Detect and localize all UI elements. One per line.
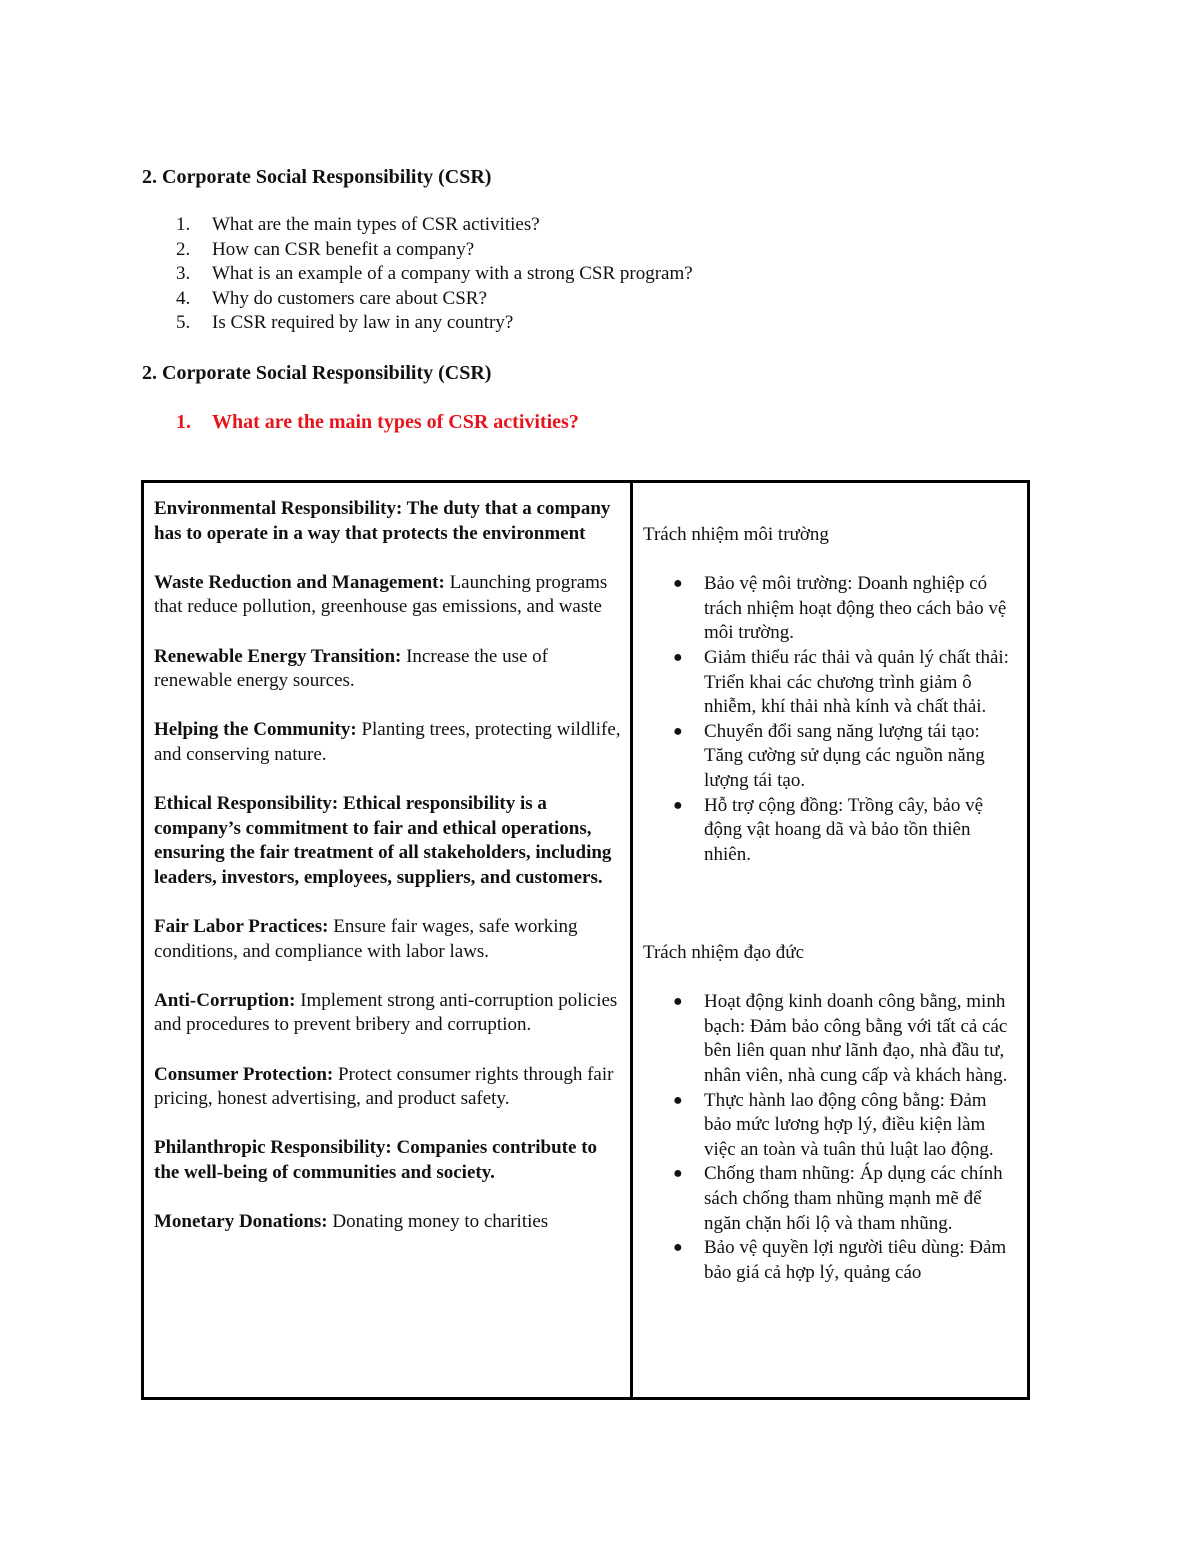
section-heading-1: 2. Corporate Social Responsibility (CSR) xyxy=(142,166,492,188)
bullet-icon: ● xyxy=(673,1091,683,1109)
csr-paragraph-label: Philanthropic Responsibility: Companies contribute to the well-being of communities and society. xyxy=(154,1137,598,1184)
csr-paragraph-label: Ethical Responsibility: Ethical responsibility is a company’s commitment to fair and ethical operations, ensuring the fair treatment of all stakeholders, including leaders, investors, employees, suppliers, and customers. xyxy=(154,793,612,888)
vn-bullet-item xyxy=(643,990,1018,1088)
question-text: Is CSR required by law in any country? xyxy=(212,312,514,334)
question-item xyxy=(142,213,693,238)
vn-bullet-list xyxy=(643,572,1018,867)
vn-bullet-item xyxy=(643,1089,1018,1163)
vn-bullet-text: Thực hành lao động công bằng: Đảm bảo mức lương hợp lý, điều kiện làm việc an toàn và tuân thủ luật lao động. xyxy=(704,1089,994,1160)
question-number: 2. xyxy=(176,238,191,260)
question-number: 5. xyxy=(176,312,191,334)
question-text: What is an example of a company with a strong CSR program? xyxy=(212,263,693,285)
csr-paragraph-label: Fair Labor Practices: xyxy=(154,916,329,938)
csr-paragraph-label: Renewable Energy Transition: xyxy=(154,645,402,667)
vn-bullet-item xyxy=(643,1236,1018,1285)
vn-bullet-item xyxy=(643,646,1018,720)
highlighted-question-text: What are the main types of CSR activities? xyxy=(212,411,579,433)
question-item xyxy=(142,287,693,312)
question-item xyxy=(142,238,693,263)
vietnamese-column xyxy=(630,480,1030,1400)
bullet-icon: ● xyxy=(673,722,683,740)
csr-paragraph-label: Helping the Community: xyxy=(154,719,357,741)
csr-paragraph-label: Anti-Corruption: xyxy=(154,989,296,1011)
csr-paragraph-label: Consumer Protection: xyxy=(154,1063,334,1085)
csr-paragraph-text: Ensure fair wages, safe working conditions, and compliance with labor laws. xyxy=(154,916,578,962)
bullet-icon: ● xyxy=(673,648,683,666)
vn-bullet-text: Chuyển đổi sang năng lượng tái tạo: Tăng cường sử dụng các nguồn năng lượng tái tạo. xyxy=(704,720,985,791)
english-column-content xyxy=(154,497,624,1259)
vn-section-title: Trách nhiệm môi trường xyxy=(643,524,829,545)
question-text: Why do customers care about CSR? xyxy=(212,287,487,309)
vn-bullet-text: Hỗ trợ cộng đồng: Trồng cây, bảo vệ động vật hoang dã và bảo tồn thiên nhiên. xyxy=(704,794,984,865)
csr-paragraph xyxy=(154,792,624,890)
csr-paragraph-text: Protect consumer rights through fair pricing, honest advertising, and product safety. xyxy=(154,1063,614,1110)
vn-section-title: Trách nhiệm đạo đức xyxy=(643,942,805,964)
vn-bullet-text: Bảo vệ môi trường: Doanh nghiệp có trách nhiệm hoạt động theo cách bảo vệ môi trường. xyxy=(704,573,1007,644)
csr-paragraph xyxy=(154,989,624,1038)
csr-paragraph-label: Waste Reduction and Management: xyxy=(154,571,445,593)
question-text: What are the main types of CSR activities? xyxy=(212,214,540,235)
question-text: How can CSR benefit a company? xyxy=(212,238,475,260)
question-number: 3. xyxy=(176,263,191,285)
csr-table xyxy=(141,480,1030,1400)
vn-bullet-text: Hoạt động kinh doanh công bằng, minh bạch: Đảm bảo công bằng với tất cả các bên liên quan như lãnh đạo, nhà đầu tư, nhân viên, nhà cung cấp và khách hàng. xyxy=(704,991,1008,1087)
csr-paragraph xyxy=(154,1136,624,1185)
english-column xyxy=(141,480,633,1400)
csr-paragraph-label: Monetary Donations: xyxy=(154,1211,328,1233)
vn-bullet-item xyxy=(643,794,1018,868)
csr-paragraph xyxy=(154,1063,624,1112)
csr-paragraph xyxy=(154,497,624,546)
section-heading-2: 2. Corporate Social Responsibility (CSR) xyxy=(142,362,492,384)
question-item xyxy=(142,311,693,336)
bullet-icon: ● xyxy=(673,796,683,814)
csr-paragraph-text: Launching programs that reduce pollution, greenhouse gas emissions, and waste xyxy=(154,571,608,618)
vn-bullet-text: Giảm thiểu rác thải và quản lý chất thải: Triển khai các chương trình giảm ô nhiễm, khí thải nhà kính và chất thải. xyxy=(704,646,1009,718)
vn-bullet-list xyxy=(643,990,1018,1285)
csr-paragraph xyxy=(154,1210,624,1235)
csr-paragraph xyxy=(154,571,624,620)
vn-bullet-item xyxy=(643,1162,1018,1236)
csr-paragraph xyxy=(154,915,624,964)
bullet-icon: ● xyxy=(673,575,683,593)
csr-paragraph xyxy=(154,645,624,694)
vn-bullet-text: Chống tham nhũng: Áp dụng các chính sách chống tham nhũng mạnh mẽ để ngăn chặn hối lộ và tham nhũng. xyxy=(704,1163,1003,1234)
csr-paragraph-label: Environmental Responsibility: The duty that a company has to operate in a way that protects the environment xyxy=(154,498,611,544)
section-spacer xyxy=(643,867,1018,941)
vn-bullet-text: Bảo vệ quyền lợi người tiêu dùng: Đảm bảo giá cả hợp lý, quảng cáo xyxy=(704,1237,1007,1283)
vietnamese-column-content xyxy=(643,523,1018,1285)
question-number: 4. xyxy=(176,287,191,309)
vn-bullet-item xyxy=(643,572,1018,646)
csr-paragraph-text: Implement strong anti-corruption policies and procedures to prevent bribery and corruption. xyxy=(154,989,618,1036)
csr-paragraph-text: Planting trees, protecting wildlife, and conserving nature. xyxy=(154,719,621,765)
question-number: 1. xyxy=(176,214,191,235)
bullet-icon: ● xyxy=(673,993,683,1011)
csr-paragraph-text: Donating money to charities xyxy=(327,1211,549,1233)
bullet-icon: ● xyxy=(673,1239,683,1257)
highlighted-question-number: 1. xyxy=(176,411,191,433)
bullet-icon: ● xyxy=(673,1165,683,1183)
csr-paragraph-text: Increase the use of renewable energy sources. xyxy=(154,645,549,692)
question-list xyxy=(142,213,693,336)
csr-paragraph xyxy=(154,718,624,767)
vn-bullet-item xyxy=(643,720,1018,794)
question-item xyxy=(142,262,693,287)
